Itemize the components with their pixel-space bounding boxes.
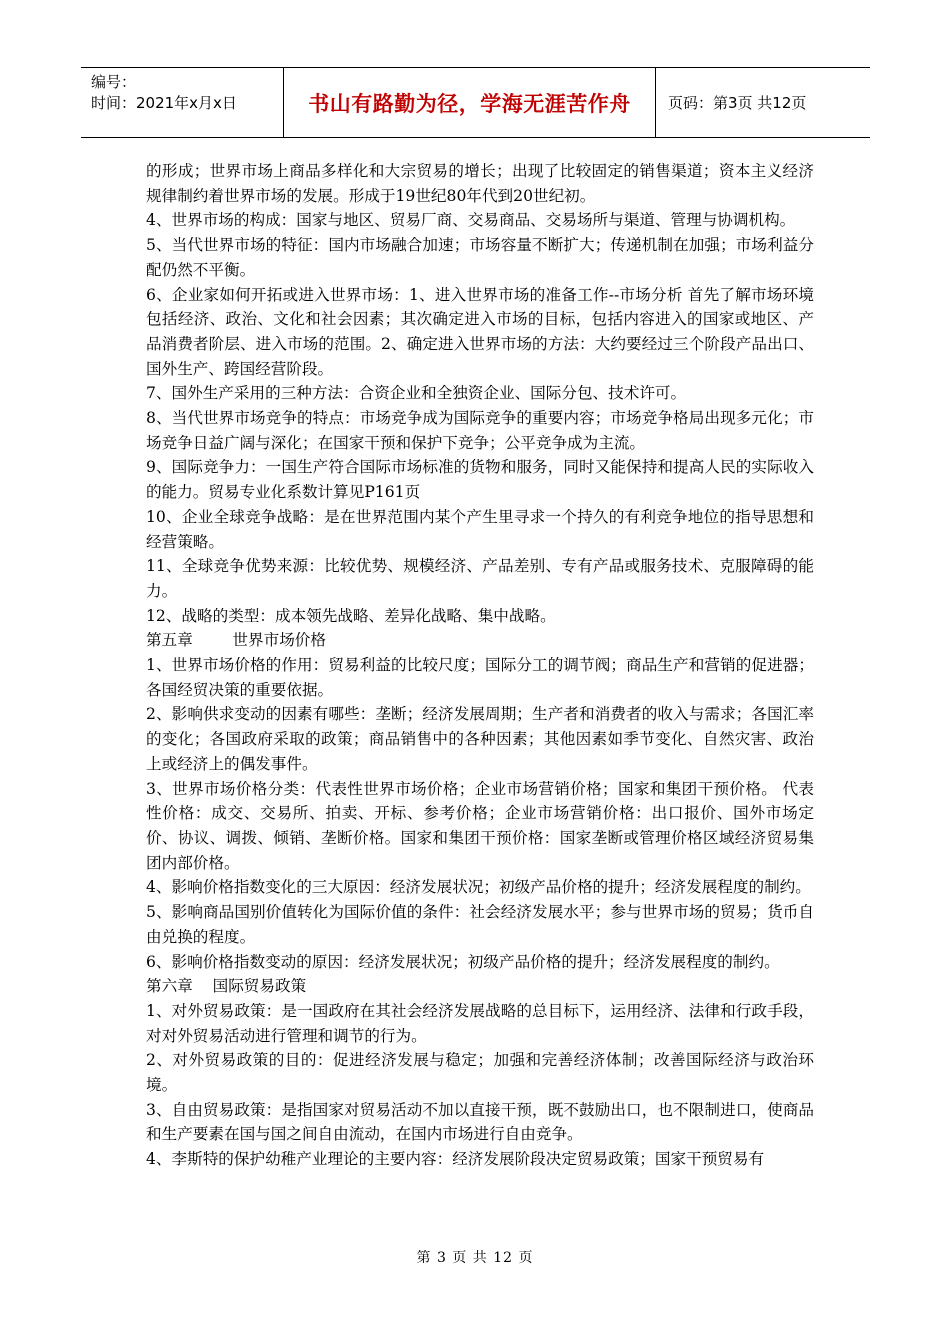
paragraph: 5、影响商品国别价值转化为国际价值的条件：社会经济发展水平；参与世界市场的贸易；货币自由兑换的程度。	[146, 903, 814, 946]
paragraph: 9、国际竞争力：一国生产符合国际市场标准的货物和服务，同时又能保持和提高人民的实际收入的能力。贸易专业化系数计算见P161页	[146, 458, 814, 502]
paragraph: 7、国外生产采用的三种方法：合资企业和全独资企业、国际分包、技术许可。	[146, 384, 687, 403]
header-meta	[81, 68, 284, 137]
paragraph: 3、世界市场价格分类：代表性世界市场价格；企业市场营销价格；国家和集团干预价格。 代表性价格：成交、交易所、拍卖、开标、参考价格；企业市场营销价格：出口报价、国外市场定价、协议、调拨、倾销、垄断价格。国家和集团干预价格：国家垄断或管理价格区域经济贸易集团内部价格。	[146, 779, 814, 872]
paragraph: 12、战略的类型：成本领先战略、差异化战略、集中战略。	[146, 606, 556, 625]
header-motto: 书山有路勤为径，学海无涯苦作舟	[284, 68, 656, 137]
paragraph: 11、全球竞争优势来源：比较优势、规模经济、产品差别、专有产品或服务技术、克服障碍的能力。	[146, 557, 814, 600]
paragraph: 的形成；世界市场上商品多样化和大宗贸易的增长；出现了比较固定的销售渠道；资本主义经济规律制约着世界市场的发展。形成于19世纪80年代到20世纪初。	[146, 162, 814, 205]
paragraph: 4、影响价格指数变化的三大原因：经济发展状况；初级产品价格的提升；经济发展程度的制约。	[146, 878, 811, 897]
document-body	[146, 159, 814, 1172]
chapter-heading: 第五章 世界市场价格	[146, 631, 326, 650]
document-date-label: 时间：2021年x月x日	[91, 94, 237, 112]
document-header	[81, 67, 870, 138]
paragraph: 10、企业全球竞争战略：是在世界范围内某个产生里寻求一个持久的有利竞争地位的指导思想和经营策略。	[146, 507, 814, 551]
chapter-heading: 第六章 国际贸易政策	[146, 977, 307, 996]
paragraph: 5、当代世界市场的特征：国内市场融合加速；市场容量不断扩大；传递机制在加强；市场利益分配仍然不平衡。	[146, 236, 814, 279]
header-page-label: 页码：第3页 共12页	[668, 94, 807, 112]
paragraph: 8、当代世界市场竞争的特点：市场竞争成为国际竞争的重要内容；市场竞争格局出现多元化；市场竞争日益广阔与深化；在国家干预和保护下竞争；公平竞争成为主流。	[146, 409, 814, 452]
paragraph: 4、世界市场的构成：国家与地区、贸易厂商、交易商品、交易场所与渠道、管理与协调机构。	[146, 211, 796, 230]
paragraph: 2、对外贸易政策的目的：促进经济发展与稳定；加强和完善经济体制；改善国际经济与政治环境。	[146, 1051, 814, 1095]
page-footer: 第 3 页 共 12 页	[416, 1250, 534, 1266]
paragraph: 1、世界市场价格的作用：贸易利益的比较尺度；国际分工的调节阀；商品生产和营销的促进器；各国经贸决策的重要依据。	[146, 656, 814, 699]
document-number-label: 编号：	[91, 73, 137, 91]
paragraph: 6、影响价格指数变动的原因：经济发展状况；初级产品价格的提升；经济发展程度的制约。	[146, 952, 780, 971]
paragraph: 1、对外贸易政策：是一国政府在其社会经济发展战略的总目标下，运用经济、法律和行政手段，对对外贸易活动进行管理和调节的行为。	[146, 1001, 814, 1045]
paragraph: 4、李斯特的保护幼稚产业理论的主要内容：经济发展阶段决定贸易政策；国家干预贸易有	[146, 1150, 765, 1169]
paragraph: 2、影响供求变动的因素有哪些：垄断；经济发展周期；生产者和消费者的收入与需求；各国汇率的变化；各国政府采取的政策；商品销售中的各种因素；其他因素如季节变化、自然灾害、政治上或经济上的偶发事件。	[146, 705, 814, 773]
paragraph: 3、自由贸易政策：是指国家对贸易活动不加以直接干预，既不鼓励出口，也不限制进口，使商品和生产要素在国与国之间自由流动，在国内市场进行自由竞争。	[146, 1100, 814, 1144]
paragraph: 6、企业家如何开拓或进入世界市场：1、进入世界市场的准备工作--市场分析 首先了解市场环境包括经济、政治、文化和社会因素；其次确定进入市场的目标，包括内容进入的国家或地区、产品消费者阶层、进入市场的范围。2、确定进入世界市场的方法：大约要经过三个阶段产品出口、国外生产、跨国经营阶段。	[146, 285, 814, 378]
